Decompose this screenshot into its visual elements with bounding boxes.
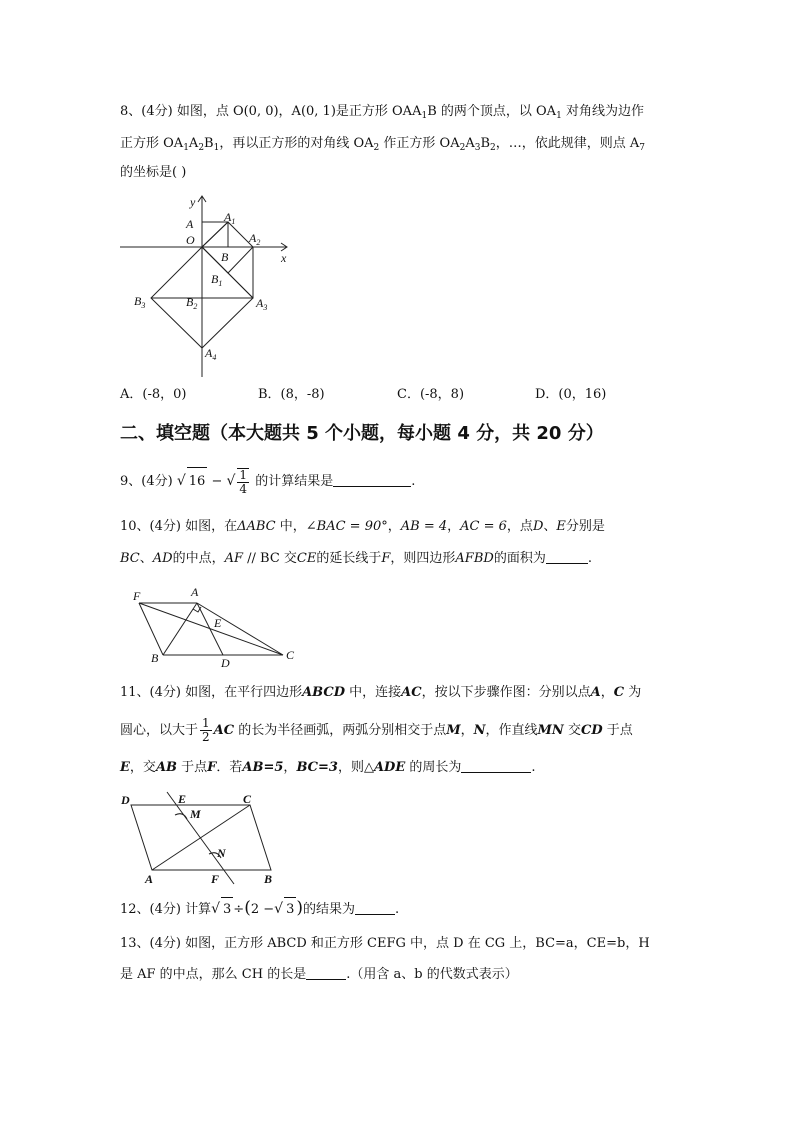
svg-text:M bbox=[189, 807, 201, 821]
q9-answer-blank[interactable] bbox=[333, 472, 411, 487]
svg-text:B bbox=[221, 250, 229, 264]
q8-label-B2: B bbox=[186, 295, 194, 309]
q11-diagonal-AC bbox=[152, 805, 250, 870]
svg-text:F bbox=[210, 872, 219, 886]
svg-text:A4: $A_4$ bbox=[205, 346, 217, 362]
q8-label-A3: A bbox=[256, 296, 264, 310]
q11-line-1: 11、(4分) 如图，在平行四边形ABCD 中，连接AC，按以下步骤作图：分别以点A，C 为 bbox=[120, 685, 642, 700]
svg-text:F bbox=[132, 589, 141, 603]
q12-answer-blank[interactable] bbox=[355, 900, 395, 915]
q11-answer-blank[interactable] bbox=[461, 758, 531, 773]
q13-answer-blank[interactable] bbox=[306, 965, 346, 980]
svg-text:A3: $A_3$ bbox=[256, 296, 268, 312]
q10-line-AD bbox=[197, 603, 223, 655]
q8-label-B1: B bbox=[211, 272, 219, 286]
q8-square-4 bbox=[151, 247, 253, 348]
q10-label-F: F bbox=[133, 589, 141, 603]
svg-text:y bbox=[189, 195, 196, 209]
q9-line: 9、(4分) √ 16 − √ $\frac{1}{4}$ 的计算结果是 . bbox=[120, 467, 416, 496]
q11-label-M: M bbox=[190, 807, 201, 821]
svg-text:O bbox=[186, 233, 195, 247]
q10-line-FC bbox=[139, 603, 283, 655]
svg-text:B bbox=[263, 872, 272, 886]
q8-label-A: A bbox=[186, 217, 194, 231]
section-2-title: 二、填空题（本大题共 5 个小题，每小题 4 分，共 20 分） bbox=[120, 423, 604, 444]
q8-choice-b[interactable]: B．(8，-8) bbox=[258, 387, 325, 402]
q8-square-2 bbox=[202, 222, 253, 273]
svg-text:A1: $A_1$ bbox=[224, 210, 236, 226]
q12-line: 12、(4分) 计算√ 3 ÷(2 −√ 3 )的结果为 . bbox=[120, 896, 399, 922]
q8-choice-a[interactable]: A．(-8，0) bbox=[120, 387, 187, 402]
svg-text:B bbox=[151, 651, 159, 665]
q10-answer-blank[interactable] bbox=[546, 549, 588, 564]
q10-label-A: A bbox=[191, 585, 199, 599]
q11-line-2: 圆心，以大于 $\frac{1}{2}$ AC 的长为半径画弧，两弧分别相交于点M，N，作直线MN 交CD 于点 bbox=[120, 716, 633, 744]
svg-text:A bbox=[144, 872, 153, 886]
q8-label-A1: A bbox=[224, 210, 232, 224]
q8-square-3 bbox=[202, 247, 253, 298]
q10-label-B: B bbox=[151, 651, 159, 665]
q10-label-D: D bbox=[221, 656, 230, 670]
q8-choice-c[interactable]: C．(-8，8) bbox=[397, 387, 465, 402]
q11-line-3: E，交AB 于点F．若AB=5，BC=3，则△ADE 的周长为 . bbox=[120, 760, 536, 775]
q8-label-x: x bbox=[281, 251, 287, 265]
svg-text:C bbox=[286, 648, 295, 662]
q8-label-A4: A bbox=[205, 346, 213, 360]
q8-choice-d[interactable]: D．(0，16) bbox=[535, 387, 607, 402]
svg-text:B1: $B_1$ bbox=[211, 272, 223, 288]
svg-text:N bbox=[216, 846, 227, 860]
q13-line-1: 13、(4分) 如图，正方形 ABCD 和正方形 CEFG 中，点 D 在 CG 上，BC=a，CE=b，H bbox=[120, 936, 650, 951]
q8-label-B: B bbox=[221, 250, 229, 264]
q11-label-C: C bbox=[243, 792, 252, 806]
svg-text:D bbox=[220, 656, 230, 670]
q11-label-F: F bbox=[211, 872, 220, 886]
q10-label-E: E bbox=[214, 616, 222, 630]
q10-line-FB bbox=[139, 603, 163, 655]
q10-line-1: 10、(4分) 如图，在ΔABC 中，∠BAC = 90°，AB = 4，AC = 6，点D、E分别是 bbox=[120, 519, 605, 534]
svg-text:A bbox=[185, 217, 194, 231]
q10-label-C: C bbox=[286, 648, 295, 662]
q8-line-3: 的坐标是( ) bbox=[120, 165, 187, 180]
q11-label-N: N bbox=[217, 846, 226, 860]
q10-line-AB bbox=[163, 603, 197, 655]
q11-line-MN bbox=[167, 792, 234, 884]
q11-parallelogram bbox=[131, 805, 271, 870]
q8-label-O: O bbox=[186, 233, 195, 247]
q11-label-E: E bbox=[178, 792, 187, 806]
svg-text:x bbox=[280, 251, 287, 265]
q8-line-2: 正方形 $OA_1A_2B_1$，再以正方形的对角线 $OA_2$ 作正方形 $OA_2A_3B_2$，…，依此规律，则点 $A_7$ bbox=[120, 136, 645, 153]
q11-label-D: D bbox=[121, 793, 130, 807]
svg-text:E bbox=[177, 792, 186, 806]
q10-line-AC bbox=[197, 603, 283, 655]
q8-square-1 bbox=[202, 222, 228, 247]
q8-label-B3: B bbox=[134, 294, 142, 308]
q11-label-B: B bbox=[264, 872, 273, 886]
q8-label-A2: A bbox=[249, 231, 257, 245]
q10-line-2: BC、AD的中点，AF // BC 交CE的延长线于F，则四边形AFBD的面积为 . bbox=[120, 551, 592, 566]
q13-line-2: 是 AF 的中点，那么 CH 的长是 .（用含 a、b 的代数式表示） bbox=[120, 967, 518, 982]
svg-text:D bbox=[120, 793, 130, 807]
svg-text:B3: $B_3$ bbox=[134, 294, 146, 310]
svg-text:B2: $B_2$ bbox=[186, 295, 198, 311]
svg-text:A2: $A_2$ bbox=[249, 231, 261, 247]
svg-text:A bbox=[190, 585, 199, 599]
q8-label-y: y bbox=[190, 195, 196, 209]
svg-text:E bbox=[213, 616, 222, 630]
q8-line-1: 8、(4分) 如图，点 O(0, 0)，A(0, 1)是正方形 $OAA_1B$ 的两个顶点，以 $OA_1$ 对角线为边作 bbox=[120, 104, 644, 121]
q11-label-A: A bbox=[145, 872, 154, 886]
svg-text:C bbox=[243, 792, 252, 806]
